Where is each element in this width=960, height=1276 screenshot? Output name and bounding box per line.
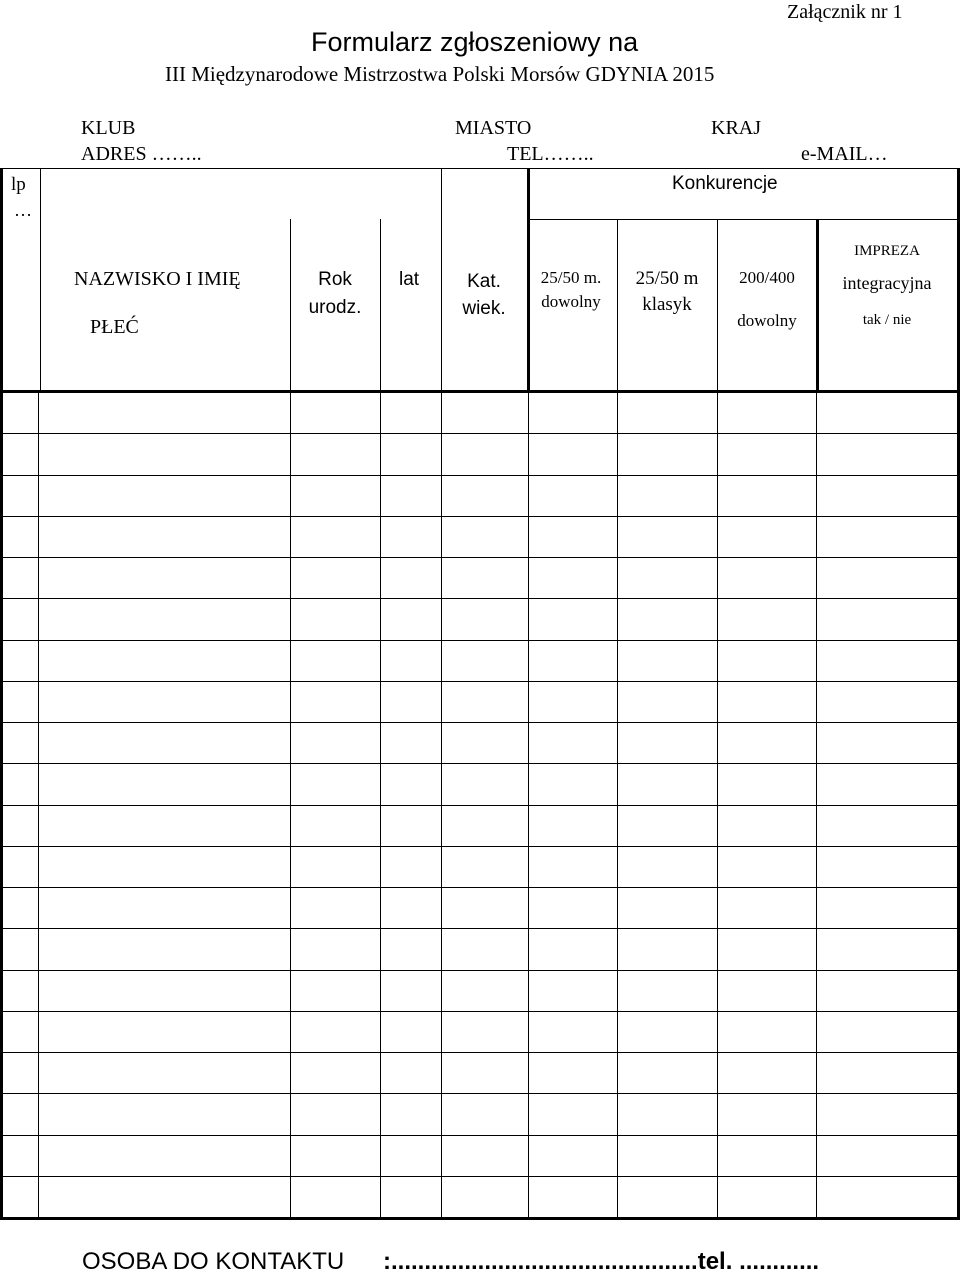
age-header: lat: [399, 269, 420, 290]
name-header: NAZWISKO I IMIĘ: [74, 268, 241, 290]
contact-person-label: OSOBA DO KONTAKTU: [82, 1248, 345, 1275]
form-title: Formularz zgłoszeniowy na: [311, 27, 639, 57]
birth-year-header-line2: urodz.: [308, 297, 362, 318]
table-row-line: [0, 970, 960, 971]
table-row-line: [0, 887, 960, 888]
table-row-line: [0, 763, 960, 764]
table-row-line: [0, 1052, 960, 1053]
event-long-freestyle-header-line2: dowolny: [737, 311, 797, 330]
table-row-line: [0, 846, 960, 847]
event-freestyle-header-line1: 25/50 m.: [540, 268, 602, 287]
form-subtitle: III Międzynarodowe Mistrzostwa Polski Morsów GDYNIA 2015: [165, 62, 715, 86]
adres-field: ADRES ……..: [81, 143, 202, 165]
table-row-line: [0, 475, 960, 476]
party-header-line1: IMPREZA: [854, 243, 920, 259]
table-row-line: [0, 1176, 960, 1177]
table-row-line: [0, 516, 960, 517]
table-row-line: [0, 1093, 960, 1094]
lp-dots: …: [14, 200, 32, 220]
contact-person-field[interactable]: :..............................................tel. ............: [383, 1248, 820, 1275]
table-row-line: [0, 598, 960, 599]
table-row-line: [0, 928, 960, 929]
table-row-line: [0, 640, 960, 641]
table-row-line: [0, 722, 960, 723]
lp-header: lp: [11, 174, 26, 195]
table-row-line: [0, 433, 960, 434]
event-classic-header-line1: 25/50 m: [635, 268, 699, 289]
table-row-line: [0, 805, 960, 806]
miasto-label: MIASTO: [455, 117, 532, 139]
table-row-line: [0, 681, 960, 682]
table-row-line: [0, 557, 960, 558]
annex-label: Załącznik nr 1: [787, 1, 903, 23]
sex-header: PŁEĆ: [90, 316, 139, 338]
table-row-line: [0, 1135, 960, 1136]
email-field: e-MAIL…: [801, 143, 888, 165]
table-row-line: [0, 1011, 960, 1012]
tel-field: TEL……..: [507, 143, 594, 165]
age-category-header-line2: wiek.: [462, 298, 506, 319]
kraj-label: KRAJ: [711, 117, 762, 139]
party-header-line3: tak / nie: [862, 312, 912, 328]
event-freestyle-header-line2: dowolny: [541, 292, 601, 311]
age-category-header-line1: Kat.: [467, 271, 501, 292]
event-long-freestyle-header-line1: 200/400: [739, 268, 795, 287]
konkurencje-header: Konkurencje: [672, 173, 778, 194]
birth-year-header-line1: Rok: [318, 269, 352, 290]
event-classic-header-line2: klasyk: [642, 294, 692, 315]
party-header-line2: integracyjna: [842, 273, 932, 293]
klub-label: KLUB: [81, 117, 136, 139]
